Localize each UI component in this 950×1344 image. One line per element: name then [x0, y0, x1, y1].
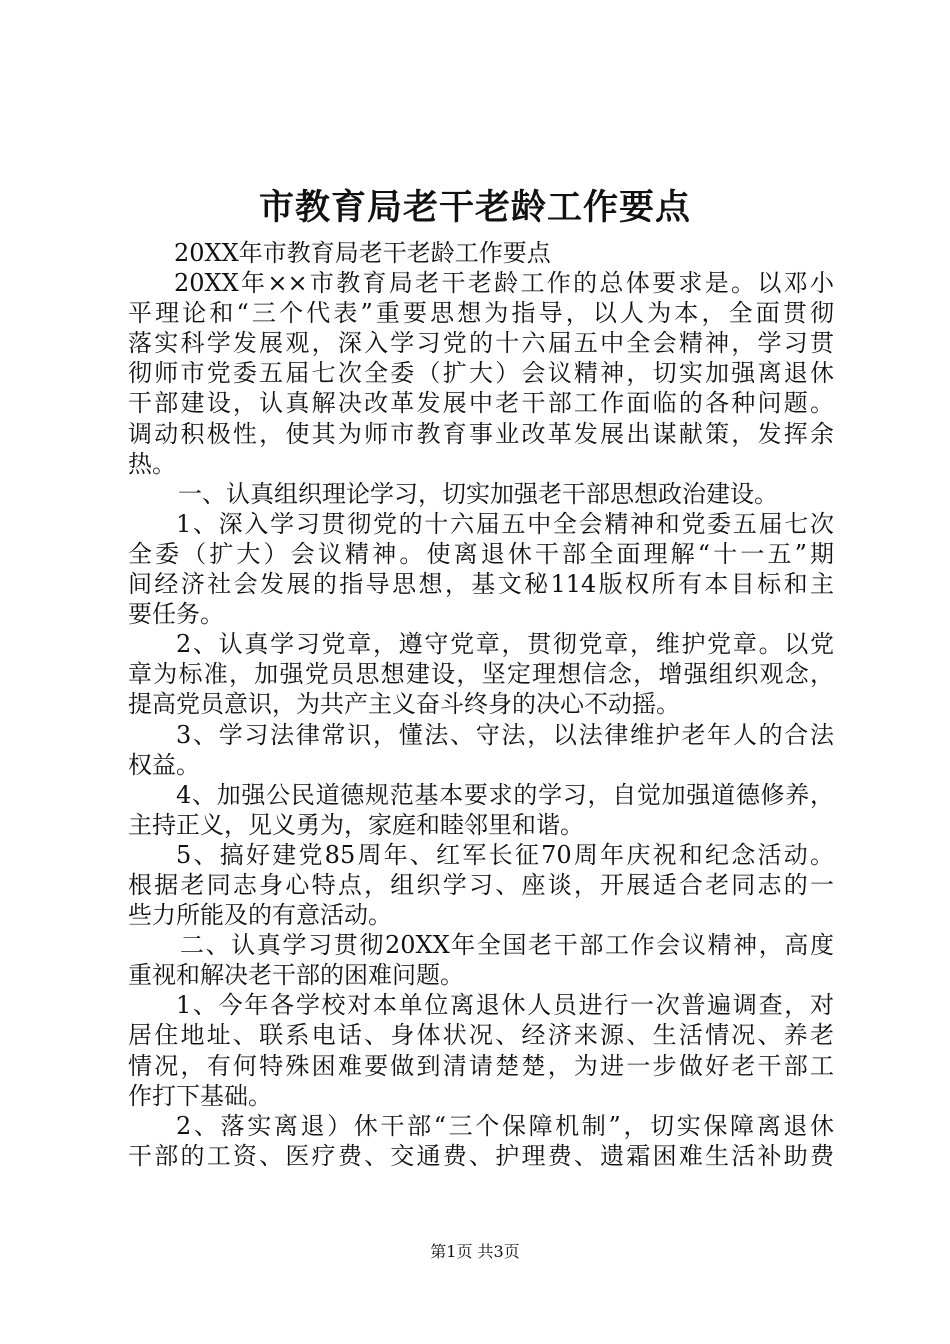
body-line: 调动积极性，使其为师市教育事业改革发展出谋献策，发挥余: [128, 419, 834, 448]
body-line: 情况，有何特殊困难要做到清请楚楚，为进一步做好老干部工: [128, 1051, 834, 1080]
body-line: 要任务。: [128, 600, 224, 629]
body-line: 20XX年××市教育局老干老龄工作的总体要求是。以邓小: [174, 269, 834, 298]
body-line: 根据老同志身心特点，组织学习、座谈，开展适合老同志的一: [128, 870, 834, 899]
body-line: 2、认真学习党章，遵守党章，贯彻党章，维护党章。以党: [176, 630, 834, 659]
body-line: 热。: [128, 449, 176, 478]
body-line: 1、深入学习贯彻党的十六届五中全会精神和党委五届七次: [176, 509, 834, 538]
body-line: 提高党员意识，为共产主义奋斗终身的决心不动摇。: [128, 690, 680, 719]
body-line: 权益。: [128, 750, 200, 779]
document-body: [128, 238, 834, 1171]
body-line: 二、认真学习贯彻20XX年全国老干部工作会议精神，高度: [180, 931, 834, 960]
body-line: 落实科学发展观，深入学习党的十六届五中全会精神，学习贯: [128, 329, 834, 358]
body-line: 彻师市党委五届七次全委（扩大）会议精神，切实加强离退休: [128, 359, 834, 388]
body-line: 作打下基础。: [128, 1081, 272, 1110]
body-line: 居住地址、联系电话、身体状况、经济来源、生活情况、养老: [128, 1021, 834, 1050]
body-line: 平理论和“三个代表”重要思想为指导，以人为本，全面贯彻: [128, 299, 834, 328]
body-line: 1、今年各学校对本单位离退休人员进行一次普遍调查，对: [176, 991, 834, 1020]
body-line: 干部的工资、医疗费、交通费、护理费、遗霜困难生活补助费: [128, 1141, 834, 1170]
body-line: 些力所能及的有意活动。: [128, 901, 392, 930]
body-line: 4、加强公民道德规范基本要求的学习，自觉加强道德修养，: [176, 780, 834, 809]
body-line: 干部建设，认真解决改革发展中老干部工作面临的各种问题。: [128, 389, 834, 418]
body-line: 一、认真组织理论学习，切实加强老干部思想政治建设。: [178, 479, 778, 508]
page-footer: 第1页 共3页: [430, 1242, 520, 1261]
body-line: 20XX年市教育局老干老龄工作要点: [174, 239, 551, 267]
body-line: 重视和解决老干部的困难问题。: [128, 961, 464, 990]
body-line: 5、搞好建党85周年、红军长征70周年庆祝和纪念活动。: [176, 840, 834, 869]
body-line: 间经济社会发展的指导思想，基文秘114版权所有本目标和主: [128, 570, 834, 599]
body-line: 全委（扩大）会议精神。使离退休干部全面理解“十一五”期: [128, 539, 834, 568]
body-line: 2、落实离退）休干部“三个保障机制”，切实保障离退休: [176, 1111, 834, 1140]
body-line: 主持正义，见义勇为，家庭和睦邻里和谐。: [128, 810, 584, 839]
body-line: 章为标准，加强党员思想建设，坚定理想信念，增强组织观念，: [128, 660, 834, 689]
document-title: 市教育局老干老龄工作要点: [258, 187, 691, 228]
body-line: 3、学习法律常识，懂法、守法，以法律维护老年人的合法: [176, 720, 834, 749]
